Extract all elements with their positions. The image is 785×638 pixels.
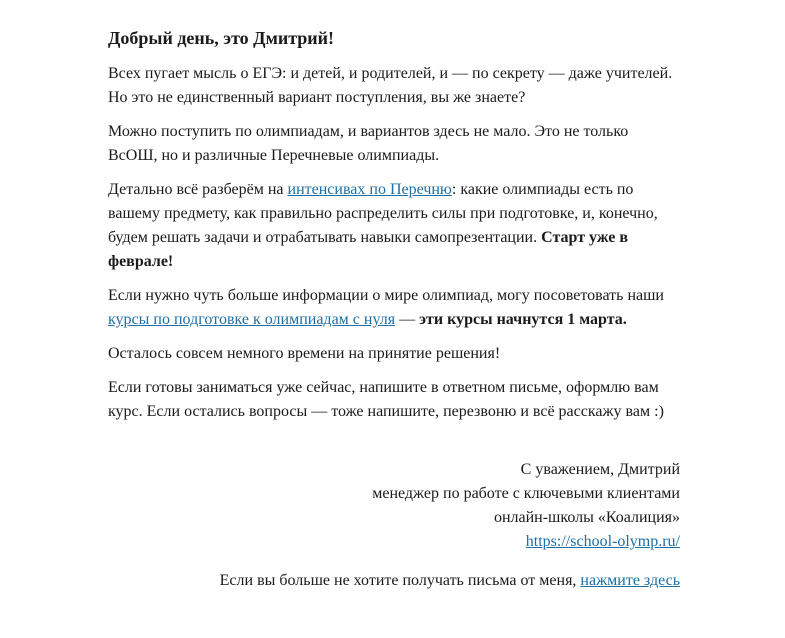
unsubscribe-text: Если вы больше не хотите получать письма от меня,	[219, 572, 581, 589]
paragraph-contact: Если готовы заниматься уже сейчас, напишите в ответном письме, оформлю вам курс. Если остались вопросы — тоже напишите, перезвоню и всё расскажу вам :)	[108, 379, 664, 420]
courses-start-bold: эти курсы начнутся 1 марта.	[419, 311, 627, 328]
intensives-text-before: Детально всё разберём на	[108, 181, 288, 198]
courses-dash: —	[395, 311, 420, 328]
paragraph-courses	[108, 284, 680, 332]
paragraph-decision: Осталось совсем немного времени на принятие решения!	[108, 345, 501, 362]
paragraph-ege: Всех пугает мысль о ЕГЭ: и детей, и родителей, и — по секрету — даже учителей. Но это не единственный вариант поступления, вы же знаете?	[108, 65, 673, 106]
greeting-heading: Добрый день, это Дмитрий!	[108, 28, 335, 48]
paragraph-intensives	[108, 178, 680, 274]
intensives-text-after: : какие олимпиады есть по вашему предмету, как правильно распределить силы при подготовке, и, конечно, будем решать задачи и отрабатывать навыки самопрезентации.	[108, 181, 658, 246]
start-february-bold: Старт уже в феврале!	[108, 229, 628, 270]
unsubscribe-line	[108, 569, 680, 593]
signature-role: менеджер по работе с ключевыми клиентами	[372, 485, 680, 502]
courses-link[interactable]: курсы по подготовке к олимпиадам с нуля	[108, 311, 396, 328]
email-body	[108, 24, 680, 593]
signature-company: онлайн-школы «Коалиция»	[493, 509, 680, 526]
paragraph-olympiads: Можно поступить по олимпиадам, и вариантов здесь не мало. Это не только ВсОШ, но и различные Перечневые олимпиады.	[108, 123, 629, 164]
signature-block	[108, 458, 680, 554]
intensives-link[interactable]: интенсивах по Перечню	[287, 181, 452, 198]
school-website-link[interactable]: https://school-olymp.ru/	[525, 533, 680, 550]
courses-text-before: Если нужно чуть больше информации о мире олимпиад, могу посоветовать наши	[108, 287, 664, 304]
signature-regards: С уважением, Дмитрий	[520, 461, 680, 478]
unsubscribe-link[interactable]: нажмите здесь	[580, 572, 680, 589]
